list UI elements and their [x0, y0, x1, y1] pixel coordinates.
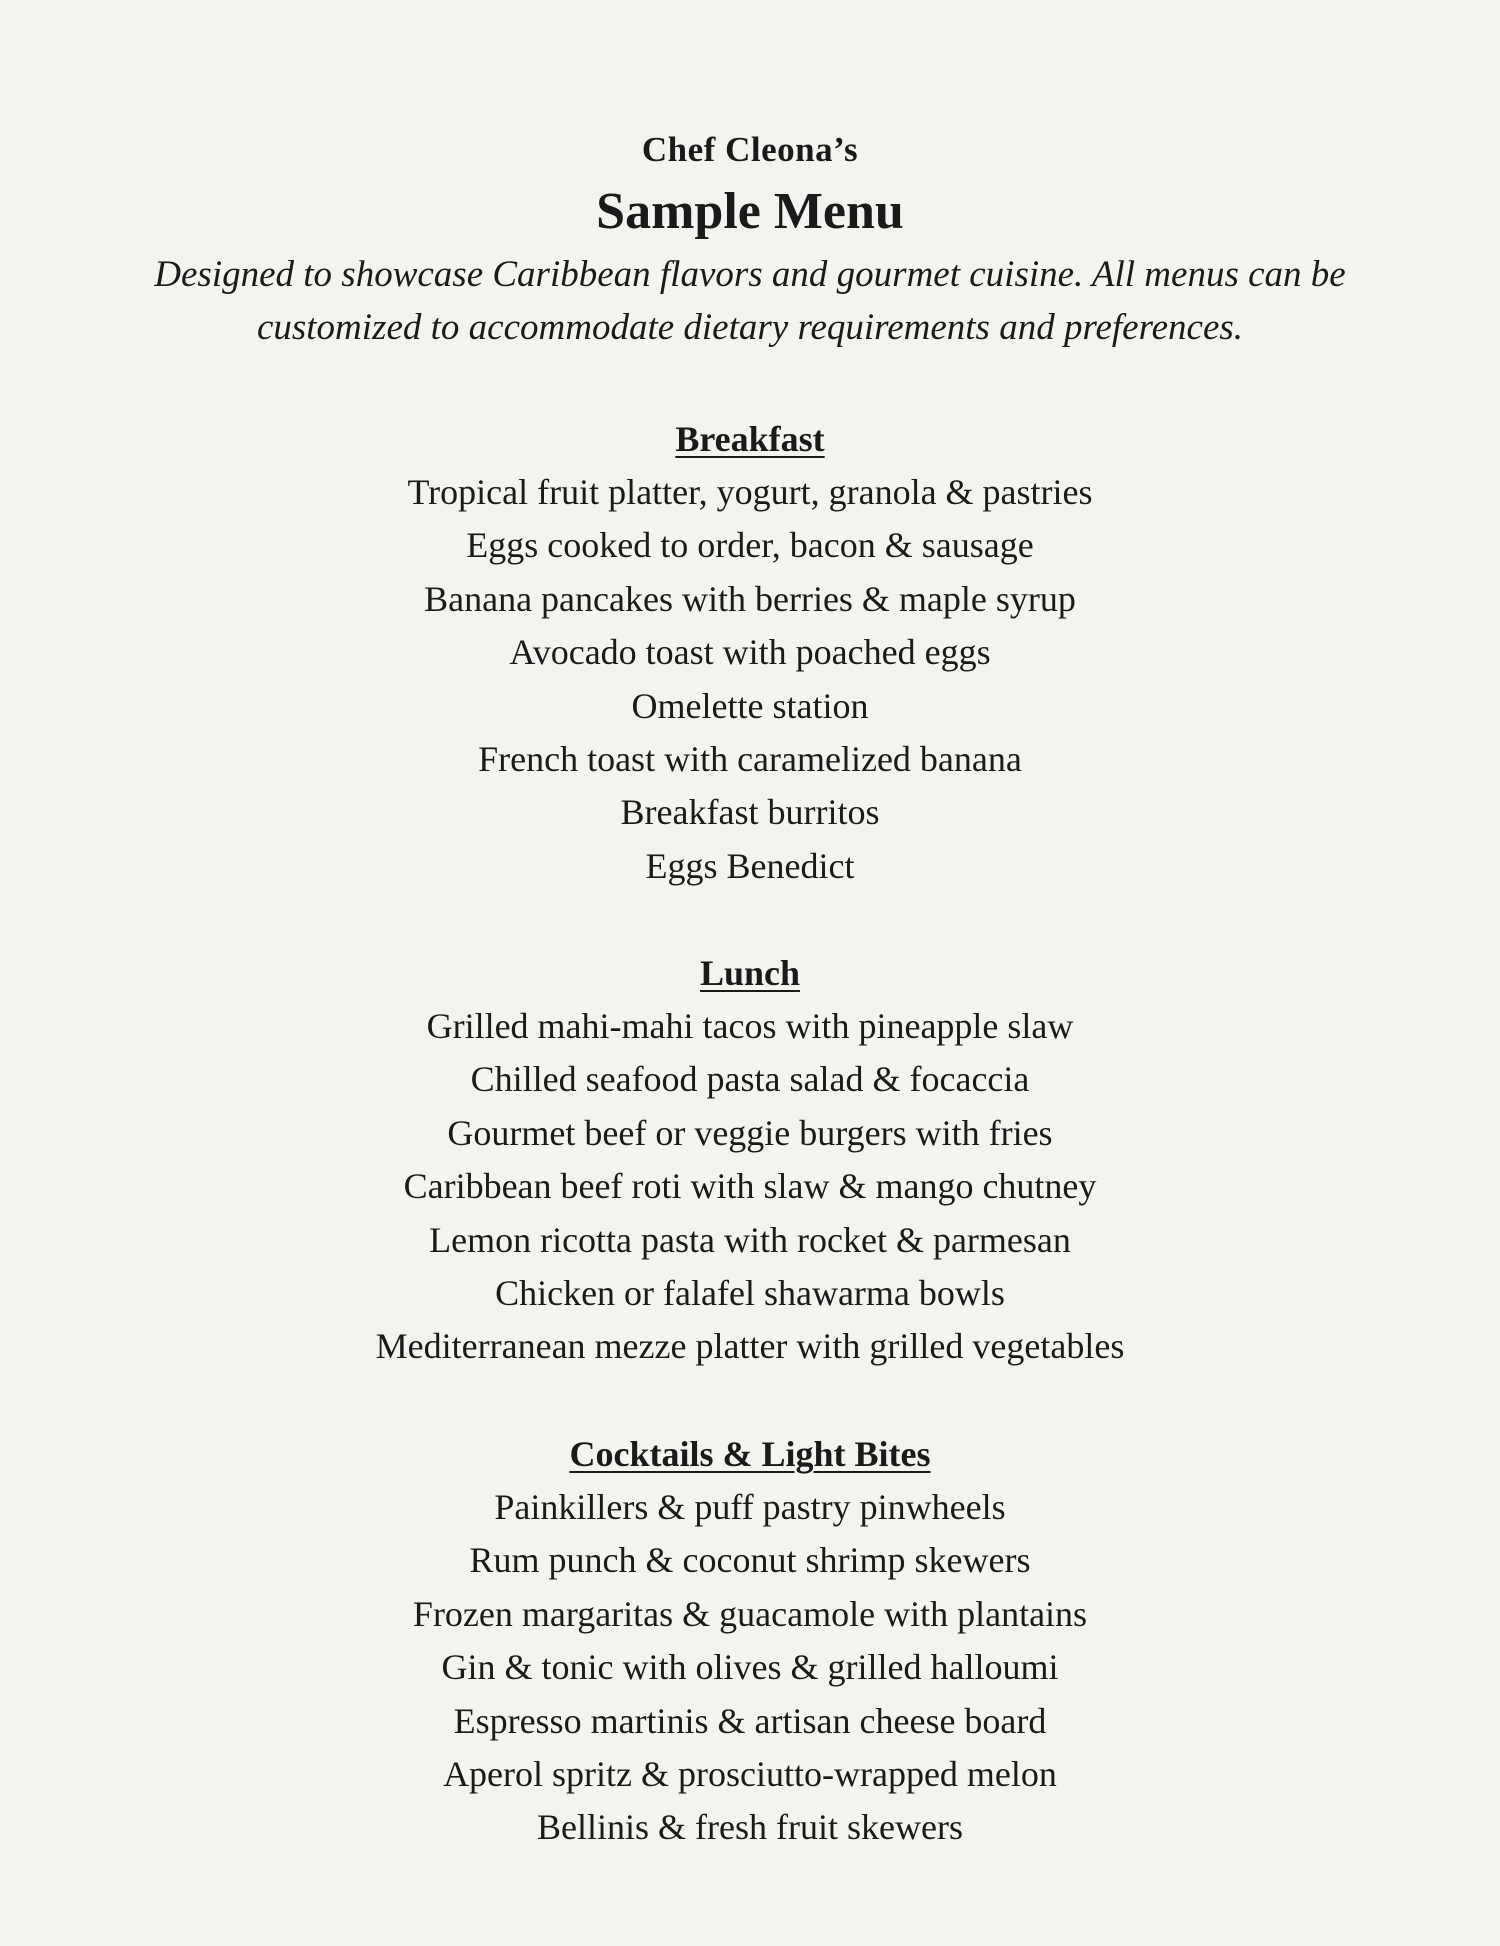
menu-item: Frozen margaritas & guacamole with plantains	[412, 1593, 1088, 1634]
section-heading-breakfast: Breakfast	[675, 419, 825, 459]
menu-item: Breakfast burritos	[620, 792, 880, 833]
section-heading-cocktails: Cocktails & Light Bites	[569, 1434, 931, 1474]
menu-item: Eggs cooked to order, bacon & sausage	[466, 525, 1034, 566]
menu-item: Gourmet beef or veggie burgers with fries	[447, 1112, 1053, 1153]
section-cocktails-light-bites	[0, 1428, 1500, 1855]
menu-item: Avocado toast with poached eggs	[509, 632, 991, 673]
menu-item: Rum punch & coconut shrimp skewers	[469, 1540, 1031, 1581]
menu-item: Bellinis & fresh fruit skewers	[537, 1807, 963, 1848]
menu-item: French toast with caramelized banana	[478, 739, 1022, 780]
menu-item: Banana pancakes with berries & maple syrup	[424, 578, 1076, 619]
section-breakfast	[0, 413, 1500, 893]
menu-item: Painkillers & puff pastry pinwheels	[494, 1487, 1006, 1527]
menu-item: Aperol spritz & prosciutto-wrapped melon	[443, 1754, 1057, 1795]
menu-item: Omelette station	[631, 685, 869, 726]
menu-item: Chicken or falafel shawarma bowls	[495, 1273, 1005, 1314]
menu-header	[0, 126, 1500, 354]
chef-name: Chef Cleona’s	[641, 130, 859, 169]
menu-item: Lemon ricotta pasta with rocket & parmesan	[429, 1219, 1071, 1260]
menu-item: Mediterranean mezze platter with grilled vegetables	[375, 1326, 1125, 1367]
page-title: Sample Menu	[596, 183, 904, 240]
section-lunch	[0, 947, 1500, 1374]
section-heading-lunch: Lunch	[699, 953, 801, 993]
menu-item: Tropical fruit platter, yogurt, granola & pastries	[407, 472, 1093, 512]
menu-item: Caribbean beef roti with slaw & mango chutney	[403, 1166, 1097, 1207]
menu-subtitle: Designed to showcase Caribbean flavors and gourmet cuisine. All menus can be customized to accommodate dietary requirements and preferences.	[154, 254, 1346, 348]
menu-item: Chilled seafood pasta salad & focaccia	[470, 1059, 1030, 1100]
menu-item: Grilled mahi-mahi tacos with pineapple slaw	[426, 1006, 1074, 1046]
menu-item: Eggs Benedict	[645, 845, 855, 886]
menu-item: Espresso martinis & artisan cheese board	[453, 1700, 1047, 1741]
menu-item: Gin & tonic with olives & grilled halloumi	[441, 1647, 1059, 1688]
